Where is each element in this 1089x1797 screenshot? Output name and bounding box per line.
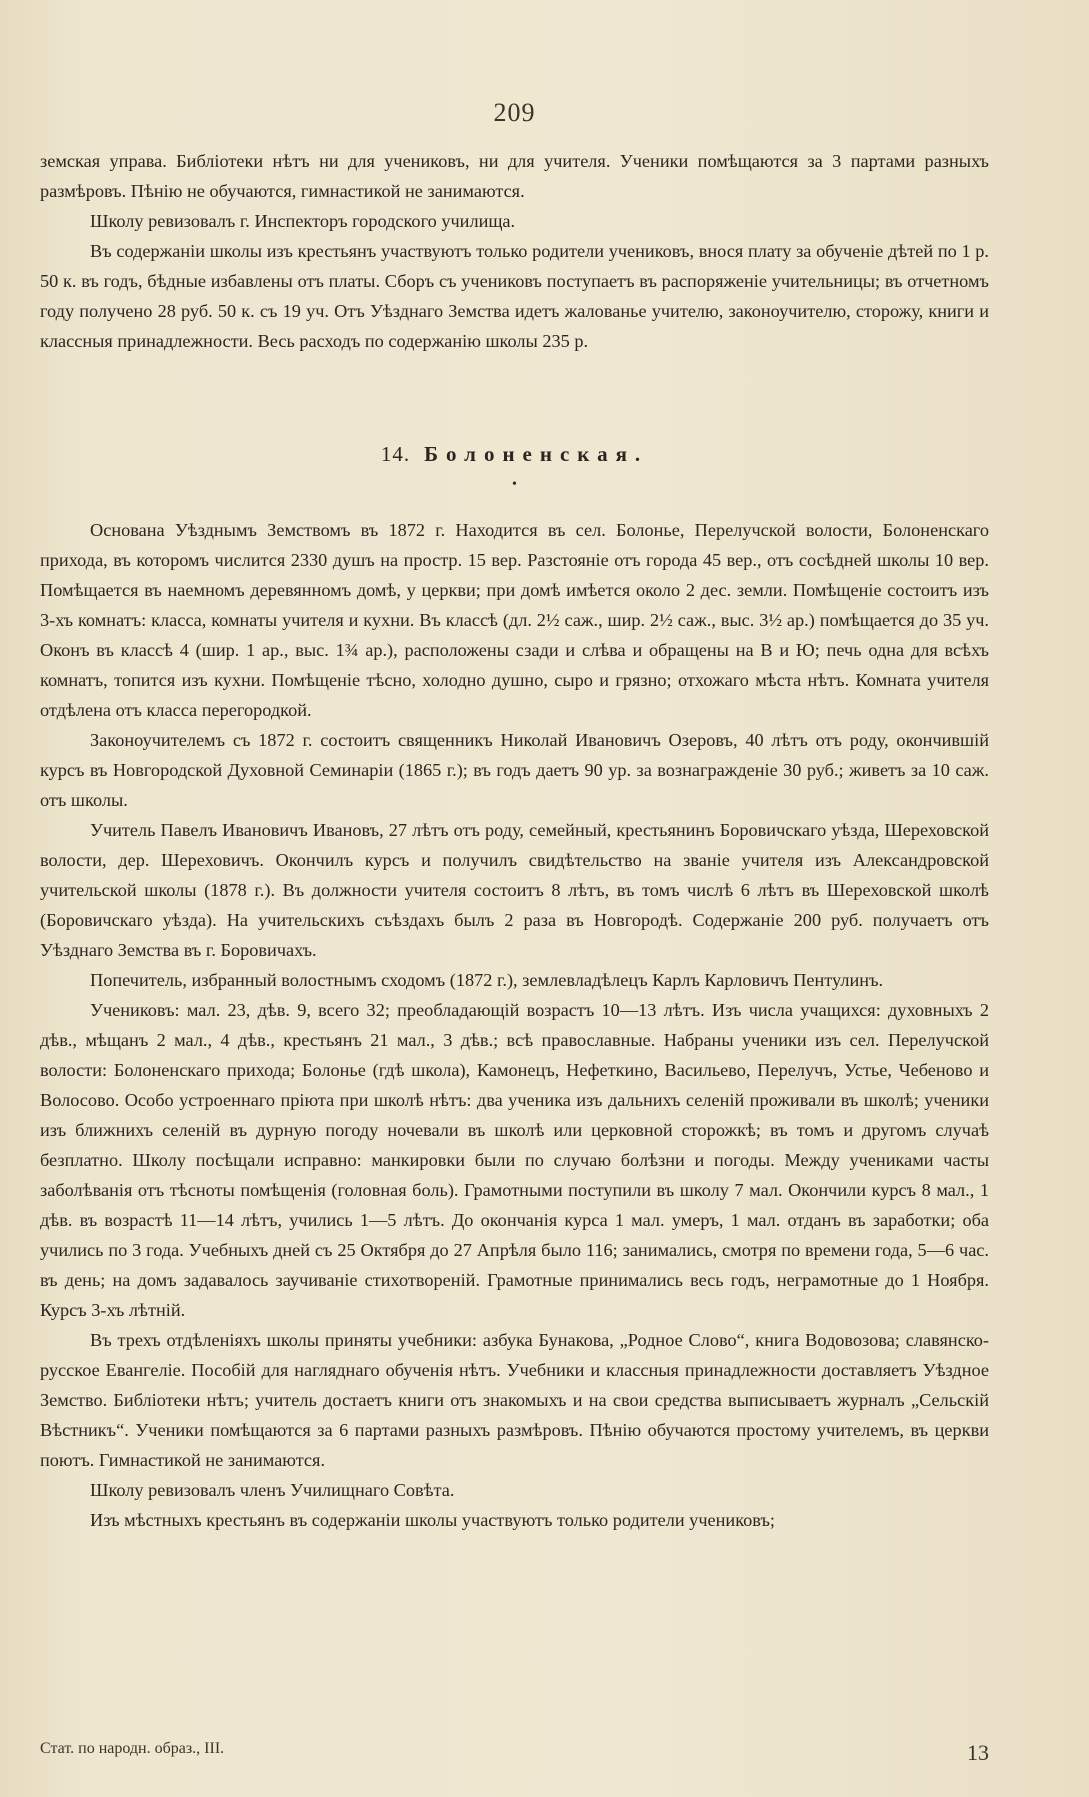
body-paragraph-7: Школу ревизовалъ членъ Училищнаго Совѣта. bbox=[90, 1480, 455, 1500]
section-ornament: • bbox=[512, 477, 517, 492]
intro-paragraph-3: Въ содержаніи школы изъ крестьянъ участвуютъ только родители учениковъ, внося плату за обученіе дѣтей по 1 р. 50 к. въ годъ, бѣдные избавлены отъ платы. Сборъ съ учениковъ поступаетъ въ распоряженіе учительницы; въ отчетномъ году получено 28 руб. 50 к. съ 19 уч. Отъ Уѣзднаго Земства идетъ жалованье учителю, законоучителю, сторожу, книги и классныя принадлежности. Весь расходъ по содержанію школы 235 р. bbox=[40, 241, 989, 351]
body-paragraph-6: Въ трехъ отдѣленіяхъ школы приняты учебники: азбука Бунакова, „Родное Слово“, книга Водовозова; славянско-русское Евангеліе. Пособій для нагляднаго обученія нѣтъ. Учебники и классныя принадлежности доставляетъ Уѣздное Земство. Библіотеки нѣтъ; учитель достаетъ книги отъ знакомыхъ и на свои средства выписываетъ журналъ „Сельскій Вѣстникъ“. Ученики помѣщаются за 6 партами разныхъ размѣровъ. Пѣнію обучаются простому учителемъ, въ церкви поютъ. Гимнастикой не занимаются. bbox=[40, 1330, 989, 1470]
section-number: 14. bbox=[380, 442, 411, 466]
intro-paragraph-1: земская управа. Библіотеки нѣтъ ни для учениковъ, ни для учителя. Ученики помѣщаются за 3 партами разныхъ размѣровъ. Пѣнію не обучаются, гимнастикой не занимаются. bbox=[40, 151, 989, 201]
page-footer bbox=[40, 1740, 989, 1766]
footer-source: Стат. по народн. образ., III. bbox=[40, 1740, 225, 1757]
body-paragraph-8: Изъ мѣстныхъ крестьянъ въ содержаніи школы участвуютъ только родители учениковъ; bbox=[90, 1510, 775, 1530]
body-paragraph-5: Учениковъ: мал. 23, дѣв. 9, всего 32; преобладающій возрастъ 10—13 лѣтъ. Изъ числа учащихся: духовныхъ 2 дѣв., мѣщанъ 2 мал., 4 дѣв., крестьянъ 21 мал., 3 дѣв.; всѣ православные. Набраны ученики изъ сел. Перелучской волости: Болоненскаго прихода; Болонье (гдѣ школа), Камонецъ, Нефеткино, Васильево, Перелучъ, Устье, Чебеново и Волосово. Особо устроеннаго пріюта при школѣ нѣтъ: два ученика изъ дальнихъ селеній проживали въ школѣ; ученики изъ ближнихъ селеній въ дурную погоду ночевали въ школѣ или церковной сторожкѣ; въ томъ и другомъ случаѣ безплатно. Школу посѣщали исправно: манкировки были по случаю болѣзни и погоды. Между учениками часты заболѣванія отъ тѣсноты помѣщенія (головная боль). Грамотными поступили въ школу 7 мал. Окончили курсъ 8 мал., 1 дѣв. въ возрастѣ 11—14 лѣтъ, учились 1—5 лѣтъ. До окончанія курса 1 мал. умеръ, 1 мал. отданъ въ заработки; оба учились по 3 года. Учебныхъ дней съ 25 Октября до 27 Апрѣля было 116; занимались, смотря по времени года, 5—6 час. въ день; на домъ задавалось заучиваніе стихотвореній. Грамотные принимались весь годъ, неграмотные до 1 Ноября. Курсъ 3-хъ лѣтній. bbox=[40, 1000, 989, 1320]
intro-paragraph-2: Школу ревизовалъ г. Инспекторъ городского училища. bbox=[90, 211, 516, 231]
body-paragraph-4: Попечитель, избранный волостнымъ сходомъ (1872 г.), землевладѣлецъ Карлъ Карловичъ Пентулинъ. bbox=[90, 970, 884, 990]
section-title: Болоненская. bbox=[424, 442, 649, 466]
page-number: 209 bbox=[493, 98, 536, 127]
body-paragraph-3: Учитель Павелъ Ивановичъ Ивановъ, 27 лѣтъ отъ роду, семейный, крестьянинъ Боровичскаго уѣзда, Шереховской волости, дер. Шереховичъ. Окончилъ курсъ и получилъ свидѣтельство на званіе учителя изъ Александровской учительской школы (1878 г.). Въ должности учителя состоитъ 8 лѣтъ, въ томъ числѣ 6 лѣтъ въ Шереховской школѣ (Боровичскаго уѣзда). На учительскихъ съѣздахъ былъ 2 раза въ Новгородѣ. Содержаніе 200 руб. получаетъ отъ Уѣзднаго Земства въ г. Боровичахъ. bbox=[40, 820, 989, 960]
body-paragraph-2: Законоучителемъ съ 1872 г. состоитъ священникъ Николай Ивановичъ Озеровъ, 40 лѣтъ отъ роду, окончившій курсъ въ Новгородской Духовной Семинаріи (1865 г.); въ годъ даетъ 90 ур. за вознагражденіе 30 руб.; живетъ за 10 саж. отъ школы. bbox=[40, 730, 989, 810]
section-heading bbox=[40, 442, 989, 467]
body-paragraph-1: Основана Уѣзднымъ Земствомъ въ 1872 г. Находится въ сел. Болонье, Перелучской волости, Болоненскаго прихода, въ которомъ числится 2330 душъ на простр. 15 вер. Разстояніе отъ города 45 вер., отъ сосѣдней школы 10 вер. Помѣщается въ наемномъ деревянномъ домѣ, у церкви; при домѣ имѣется около 2 дес. земли. Помѣщеніе состоитъ изъ 3-хъ комнатъ: класса, комнаты учителя и кухни. Въ классѣ (дл. 2½ саж., шир. 2½ саж., выс. 3½ ар.) помѣщается до 35 уч. Оконъ въ классѣ 4 (шир. 1 ар., выс. 1¾ ар.), расположены сзади и слѣва и обращены на В и Ю; печь одна для всѣхъ комнатъ, топится изъ кухни. Помѣщеніе тѣсно, холодно душно, сыро и грязно; отхожаго мѣста нѣтъ. Комната учителя отдѣлена отъ класса перегородкой. bbox=[40, 520, 989, 720]
footer-signature-mark: 13 bbox=[967, 1740, 989, 1765]
